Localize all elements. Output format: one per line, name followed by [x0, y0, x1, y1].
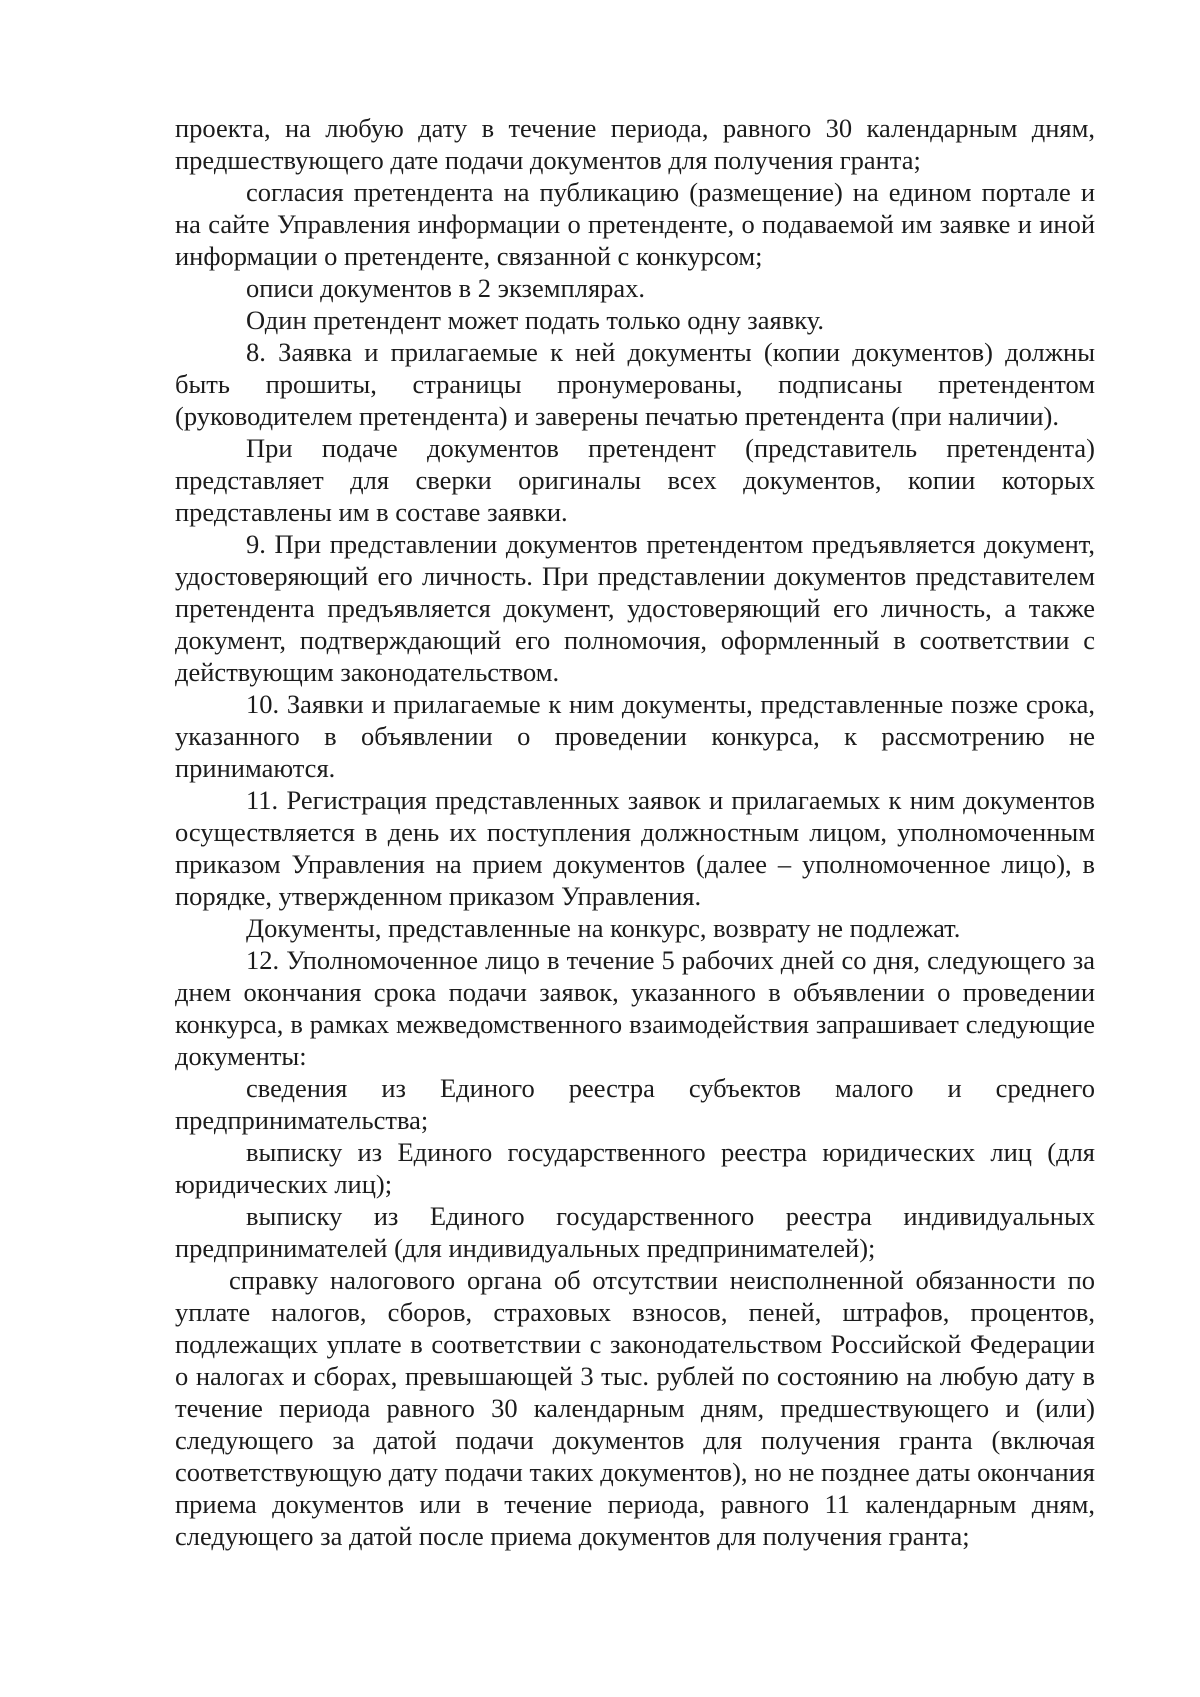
paragraph-tax-certificate: справку налогового органа об отсутствии неисполненной обязанности по уплате налогов, сборов, страховых взносов, пеней, штрафов, процентов, подлежащих уплате в соответствии с законодательством Российской Федерации о налогах и сборах, превышающей 3 тыс. рублей по состоянию на любую дату в течение периода равного 30 календарным дням, предшествующего и (или) следующего за датой подачи документов для получения гранта (включая соответствующую дату подачи таких документов), но не позднее даты окончания приема документов или в течение периода, равного 11 календарным дням, следующего за датой после приема документов для получения гранта; — [175, 1265, 1095, 1551]
paragraph-item-11: 11. Регистрация представленных заявок и прилагаемых к ним документов осуществляется в день их поступления должностным лицом, уполномоченным приказом Управления на прием документов (далее – уполномоченное лицо), в порядке, утвержденном приказом Управления. — [175, 785, 1095, 911]
paragraph-one-application: Один претендент может подать только одну заявку. — [246, 305, 824, 335]
paragraph-item-8: 8. Заявка и прилагаемые к ней документы (копии документов) должны быть прошиты, страницы пронумерованы, подписаны претендентом (руководителем претендента) и заверены печатью претендента (при наличии). — [175, 337, 1095, 431]
paragraph-item-9: 9. При представлении документов претендентом предъявляется документ, удостоверяющий его личность. При представлении документов представителем претендента предъявляется документ, удостоверяющий его личность, а также документ, подтверждающий его полномочия, оформленный в соответствии с действующим законодательством. — [175, 529, 1095, 687]
paragraph-no-return: Документы, представленные на конкурс, возврату не подлежат. — [246, 913, 961, 943]
paragraph-item-12: 12. Уполномоченное лицо в течение 5 рабочих дней со дня, следующего за днем окончания срока подачи заявок, указанного в объявлении о проведении конкурса, в рамках межведомственного взаимодействия запрашивает следующие документы: — [175, 945, 1095, 1071]
paragraph-originals: При подаче документов претендент (представитель претендента) представляет для сверки оригиналы всех документов, копии которых представлены им в составе заявки. — [175, 433, 1095, 527]
paragraph-entrepreneurs-extract: выписку из Единого государственного реестра индивидуальных предпринимателей (для индивидуальных предпринимателей); — [175, 1201, 1095, 1263]
paragraph-inventory: описи документов в 2 экземплярах. — [246, 273, 646, 303]
paragraph-consent-publication: согласия претендента на публикацию (размещение) на едином портале и на сайте Управления информации о претенденте, о подаваемой им заявке и иной информации о претенденте, связанной с конкурсом; — [175, 177, 1095, 271]
paragraph-legal-entities-extract: выписку из Единого государственного реестра юридических лиц (для юридических лиц); — [175, 1137, 1095, 1199]
paragraph-continuation: проекта, на любую дату в течение периода, равного 30 календарным дням, предшествующего дате подачи документов для получения гранта; — [175, 113, 1095, 175]
paragraph-sme-registry: сведения из Единого реестра субъектов малого и среднего предпринимательства; — [175, 1073, 1095, 1135]
paragraph-item-10: 10. Заявки и прилагаемые к ним документы, представленные позже срока, указанного в объявлении о проведении конкурса, к рассмотрению не принимаются. — [175, 689, 1095, 783]
document-page — [175, 112, 1095, 1552]
